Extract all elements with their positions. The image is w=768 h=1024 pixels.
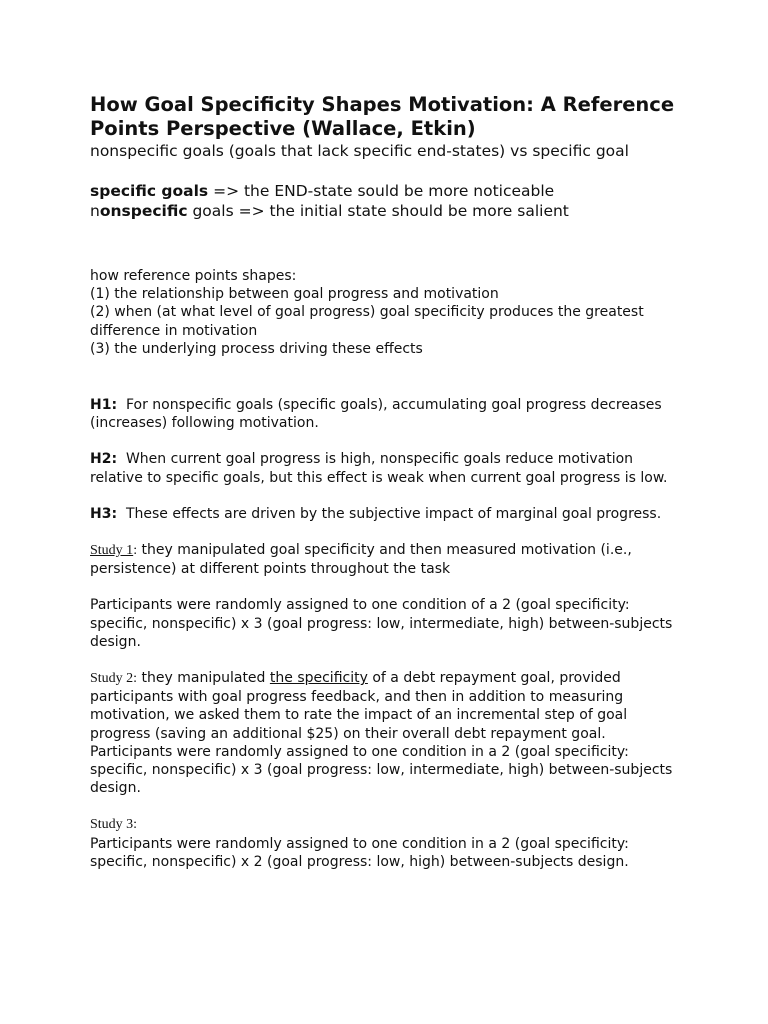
nonspecific-goals-line xyxy=(90,201,690,221)
document-subtitle: nonspecific goals (goals that lack specific end-states) vs specific goal xyxy=(90,142,629,160)
hypothesis-text: For nonspecific goals (specific goals), accumulating goal progress decreases (increases) following motivation. xyxy=(90,397,662,432)
document-page xyxy=(90,93,690,871)
reference-points-intro: how reference points shapes: xyxy=(90,268,297,284)
study3-label: Study 3: xyxy=(90,817,138,833)
specific-goals-text: => the END-state sould be more noticeable xyxy=(208,182,555,200)
study1-design: Participants were randomly assigned to one condition of a 2 (goal specificity: specific, nonspecific) x 3 (goal progress: low, intermediate, high) between-subjects design. xyxy=(90,597,673,650)
hypothesis-h1 xyxy=(90,396,690,432)
reference-point-item: (3) the underlying process driving these effects xyxy=(90,340,423,357)
hypothesis-h2 xyxy=(90,450,690,486)
study1-label: Study 1 xyxy=(90,543,134,559)
nonspecific-goals-term: onspecific xyxy=(99,202,188,220)
study2-underlined-text: the specificity xyxy=(269,670,368,687)
reference-point-item: (1) the relationship between goal progress and motivation xyxy=(90,286,499,303)
document-title: How Goal Specificity Shapes Motivation: A Reference Points Perspective (Wallace, Etkin) xyxy=(90,93,675,140)
hypothesis-label: H3: xyxy=(90,505,118,522)
specific-goals-term: specific goals xyxy=(90,182,209,200)
study2-label: Study 2: xyxy=(90,671,138,687)
reference-point-item: (2) when (at what level of goal progress) goal specificity produces the greatest difference in motivation xyxy=(90,304,644,339)
hypothesis-h3 xyxy=(90,505,690,523)
reference-points-list xyxy=(90,267,690,358)
nonspecific-goals-text: goals => the initial state should be more salient xyxy=(187,202,569,220)
study3-label-line xyxy=(90,815,690,834)
study1-description xyxy=(90,541,690,578)
study2-text-after: of a debt repayment goal, provided participants with goal progress feedback, and then in addition to measuring motivation, we asked them to rate the impact of an incremental step of goal progress (saving an additional $25) on their overall debt repayment goal. Participants were randomly assigned to one condition in a 2 (goal specificity: specific, nonspecific) x 3 (goal progress: low, intermediate, high) between-subjects design. xyxy=(90,670,673,797)
hypothesis-text: When current goal progress is high, nonspecific goals reduce motivation relative to specific goals, but this effect is weak when current goal progress is low. xyxy=(90,451,668,486)
hypothesis-label: H1: xyxy=(90,397,118,414)
hypothesis-text: These effects are driven by the subjective impact of marginal goal progress. xyxy=(125,505,662,522)
specific-goals-line xyxy=(90,181,690,201)
study1-colon: : xyxy=(133,543,138,559)
nonspecific-goals-prefix: n xyxy=(90,202,100,220)
study1-text: they manipulated goal specificity and then measured motivation (i.e., persistence) at different points throughout the task xyxy=(90,542,632,578)
study2-text-before: they manipulated xyxy=(137,670,270,687)
hypothesis-label: H2: xyxy=(90,451,118,468)
study3-design: Participants were randomly assigned to one condition in a 2 (goal specificity: specific, nonspecific) x 2 (goal progress: low, high) between-subjects design. xyxy=(90,835,629,870)
study2-description xyxy=(90,669,690,797)
